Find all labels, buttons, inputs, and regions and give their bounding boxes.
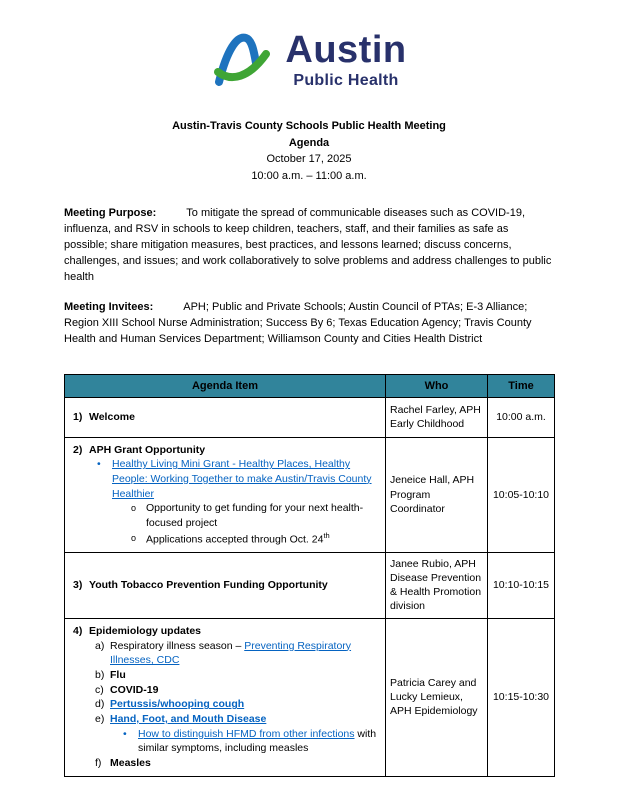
item-number: 3) xyxy=(73,578,83,591)
brand-name: Austin xyxy=(285,28,407,71)
letter-label: d) xyxy=(95,698,105,711)
item-title: APH Grant Opportunity xyxy=(89,443,206,456)
circle-bullet-icon: o xyxy=(131,503,137,514)
bullet-icon: • xyxy=(123,727,127,740)
item-number: 2) xyxy=(73,443,83,456)
agenda-item-cell xyxy=(65,437,386,552)
brand-subtitle: Public Health xyxy=(293,71,399,89)
invitees-paragraph xyxy=(64,300,554,348)
agenda-item-cell xyxy=(65,552,386,618)
aph-logo xyxy=(0,0,618,90)
table-header-row xyxy=(65,374,555,397)
sub-item-text: Flu xyxy=(110,668,126,681)
col-header-who: Who xyxy=(386,374,488,397)
sub-item-text: COVID-19 xyxy=(110,683,159,696)
ordinal-suffix: th xyxy=(323,530,330,540)
pertussis-link[interactable]: Pertussis/whooping cough xyxy=(110,698,245,711)
table-row xyxy=(65,618,555,776)
col-header-time: Time xyxy=(488,374,555,397)
agenda-label: Agenda xyxy=(288,136,330,149)
preventing-respiratory-illnesses-link[interactable]: Preventing Respiratory Illnesses, CDC xyxy=(110,639,352,667)
item-title: Welcome xyxy=(89,410,135,423)
table-row xyxy=(65,397,555,437)
item-title: Youth Tobacco Prevention Funding Opportunity xyxy=(89,578,328,591)
healthy-living-grant-link[interactable]: Healthy Living Mini Grant - Healthy Places, Healthy People: Working Together to make Austin/Travis County Healthier xyxy=(112,458,372,500)
time-cell: 10:15-10:30 xyxy=(488,618,555,776)
col-header-agenda-item: Agenda Item xyxy=(65,374,386,397)
letter-label: b) xyxy=(95,668,105,681)
aph-logo-icon xyxy=(211,30,275,90)
meeting-time-range: 10:00 a.m. – 11:00 a.m. xyxy=(251,169,367,182)
time-cell: 10:00 a.m. xyxy=(488,397,555,437)
table-row xyxy=(65,437,555,552)
who-cell: Patricia Carey and Lucky Lemieux, APH Epidemiology xyxy=(386,618,488,776)
invitees-text: APH; Public and Private Schools; Austin Council of PTAs; E-3 Alliance; Region XIII School Nurse Administration; Success By 6; Texas Education Agency; Travis County Health and Human Services Department; Williamson County and Cities Health District xyxy=(64,300,532,345)
table-row xyxy=(65,552,555,618)
sub-item-text: Respiratory illness season – Preventing Respiratory Illnesses, CDC xyxy=(110,639,352,667)
meeting-title: Austin-Travis County Schools Public Health Meeting xyxy=(172,120,446,132)
item-number: 4) xyxy=(73,624,83,637)
circle-bullet-icon: o xyxy=(131,532,137,543)
bullet-icon: • xyxy=(97,458,101,471)
meeting-date: October 17, 2025 xyxy=(266,153,352,165)
purpose-paragraph xyxy=(64,206,554,286)
sub-item-text: Applications accepted through Oct. 24th xyxy=(146,530,330,546)
purpose-text: To mitigate the spread of communicable diseases such as COVID-19, influenza, and RSV in schools to keep children, teachers, staff, and their families as safe as possible; share mitigation measures, best practices, and lessons learned; discuss concerns, challenges, and issues; and work collaboratively to solve problems and address challenges to public health xyxy=(64,207,552,283)
agenda-item-cell xyxy=(65,397,386,437)
letter-label: c) xyxy=(95,683,104,696)
sub-item-text: Opportunity to get funding for your next health-focused project xyxy=(146,502,364,529)
letter-label: f) xyxy=(95,757,102,769)
letter-label: e) xyxy=(95,712,105,725)
sub-item-text: How to distinguish HFMD from other infections with similar symptoms, including measles xyxy=(138,727,377,755)
time-cell: 10:10-10:15 xyxy=(488,552,555,618)
who-cell: Jeneice Hall, APH Program Coordinator xyxy=(386,437,488,552)
hfmd-distinguish-link[interactable]: How to distinguish HFMD from other infections xyxy=(138,727,355,740)
agenda-item-cell xyxy=(65,618,386,776)
item-number: 1) xyxy=(73,410,83,423)
logo-text xyxy=(285,28,407,90)
time-cell: 10:05-10:10 xyxy=(488,437,555,552)
hfmd-link[interactable]: Hand, Foot, and Mouth Disease xyxy=(110,712,267,725)
letter-label: a) xyxy=(95,639,105,652)
purpose-label: Meeting Purpose: xyxy=(64,207,157,219)
who-cell: Rachel Farley, APH Early Childhood xyxy=(386,397,488,437)
item-title: Epidemiology updates xyxy=(89,624,202,637)
agenda-table xyxy=(64,374,555,777)
who-cell: Janee Rubio, APH Disease Prevention & Health Promotion division xyxy=(386,552,488,618)
sub-item-text: Measles xyxy=(110,757,151,769)
body-content xyxy=(64,206,554,348)
title-block xyxy=(0,118,618,184)
invitees-label: Meeting Invitees: xyxy=(64,300,154,313)
